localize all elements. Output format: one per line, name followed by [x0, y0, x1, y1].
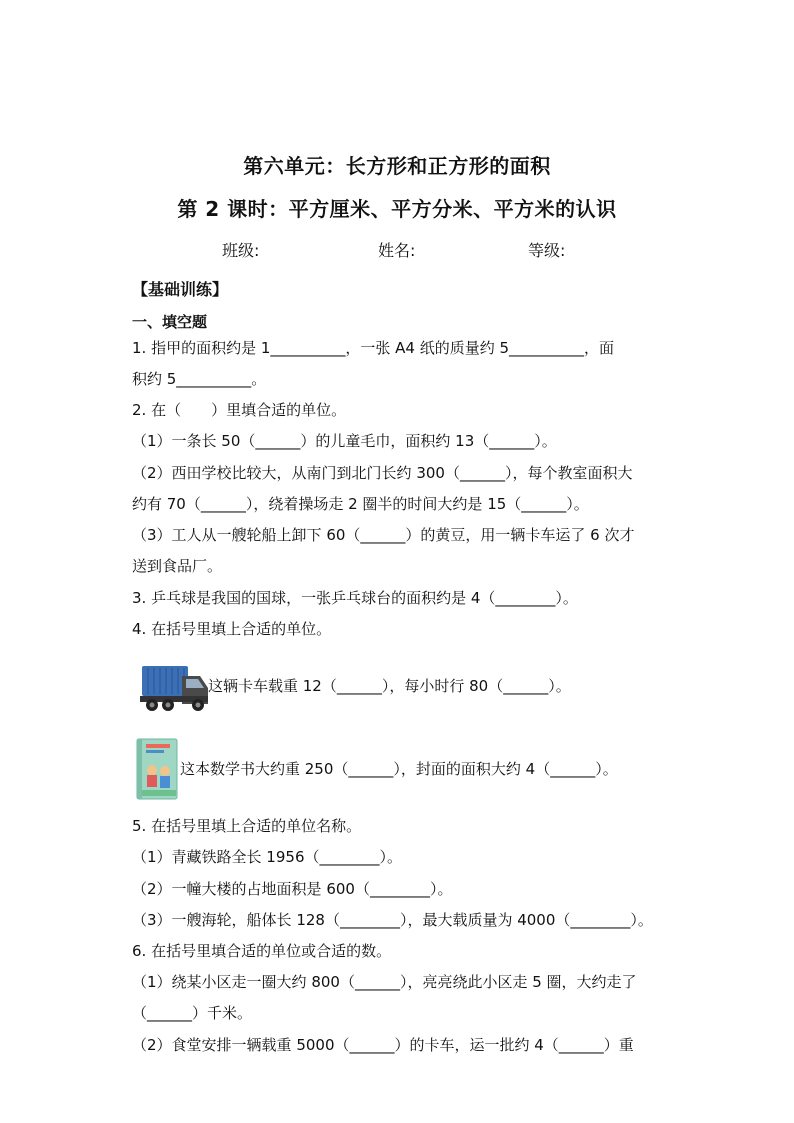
- grade-label: 等级:: [528, 241, 566, 260]
- question-6-part-1-line-1: （1）绕某小区走一圈大约 800（______），亮亮绕此小区走 5 圈，大约走了: [132, 973, 637, 991]
- class-label: 班级:: [222, 241, 260, 260]
- question-6-part-2: （2）食堂安排一辆载重 5000（______）的卡车，运一批约 4（______）重: [132, 1036, 634, 1054]
- section-heading: 【基础训练】: [132, 280, 229, 299]
- question-4-book-text: 这本数学书大约重 250（______），封面的面积大约 4（______）。: [180, 760, 618, 778]
- question-2-part-2-line-2: 约有 70（______），绕着操场走 2 圈半的时间大约是 15（______）。: [132, 495, 589, 513]
- question-2-stem: 2. 在（ ）里填合适的单位。: [132, 401, 347, 419]
- page-title: 第六单元：长方形和正方形的面积: [243, 154, 551, 178]
- book-child-figure: [160, 766, 170, 776]
- question-5-stem: 5. 在括号里填上合适的单位名称。: [132, 817, 362, 835]
- name-label: 姓名:: [378, 241, 416, 260]
- question-5-part-1: （1）青藏铁路全长 1956（________）。: [132, 848, 402, 866]
- question-5-part-3: （3）一艘海轮，船体长 128（________），最大载质量为 4000（________）。: [132, 911, 653, 929]
- truck-container: [142, 666, 188, 696]
- question-5-part-2: （2）一幢大楼的占地面积是 600（________）。: [132, 880, 453, 898]
- question-1-line-2: 积约 5__________。: [132, 370, 267, 388]
- question-3: 3. 乒乓球是我国的国球，一张乒乓球台的面积约是 4（________）。: [132, 589, 578, 607]
- truck-image: [138, 658, 212, 714]
- question-6-stem: 6. 在括号里填合适的单位或合适的数。: [132, 942, 392, 960]
- question-4-stem: 4. 在括号里填上合适的单位。: [132, 620, 332, 638]
- part-heading: 一、填空题: [132, 313, 208, 331]
- question-6-part-1-line-2: （______）千米。: [132, 1004, 253, 1022]
- question-1-line-1: 1. 指甲的面积约是 1__________，一张 A4 纸的质量约 5__________，面: [132, 339, 615, 357]
- book-child-figure: [147, 765, 157, 775]
- question-2-part-1: （1）一条长 50（______）的儿童毛巾，面积约 13（______）。: [132, 432, 557, 450]
- math-book-image: [136, 738, 178, 800]
- question-2-part-3-line-2: 送到食品厂。: [132, 557, 223, 575]
- question-2-part-3-line-1: （3）工人从一艘轮船上卸下 60（______）的黄豆，用一辆卡车运了 6 次才: [132, 526, 635, 544]
- question-4-truck-text: 这辆卡车载重 12（______），每小时行 80（______）。: [208, 677, 571, 695]
- question-2-part-2-line-1: （2）西田学校比较大，从南门到北门长约 300（______），每个教室面积大: [132, 464, 633, 482]
- page-subtitle: 第 2 课时：平方厘米、平方分米、平方米的认识: [177, 197, 617, 221]
